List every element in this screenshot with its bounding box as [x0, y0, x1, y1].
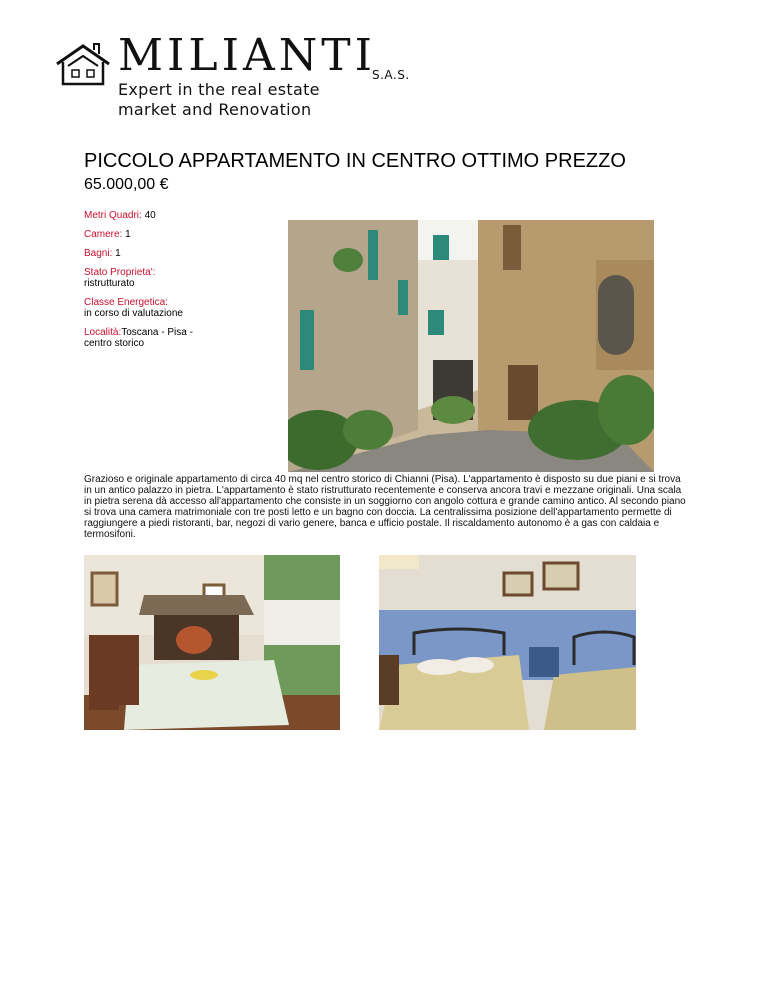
- spec-value: Toscana - Pisa - centro storico: [84, 327, 193, 349]
- listing-title: PICCOLO APPARTAMENTO IN CENTRO OTTIMO PREZZO: [84, 150, 626, 172]
- listing-price: 65.000,00 €: [84, 176, 169, 193]
- street-photo: [288, 220, 654, 472]
- spec-label: Camere:: [84, 229, 123, 240]
- spec-label: Stato Proprieta':: [84, 267, 156, 278]
- tagline-line-1: Expert in the real estate: [118, 80, 320, 99]
- spec-value: ristrutturato: [84, 278, 135, 289]
- spec-label: Località:: [84, 327, 122, 338]
- tagline-line-2: market and Renovation: [118, 100, 312, 119]
- house-icon: [54, 42, 112, 86]
- kitchen-photo: [84, 555, 340, 730]
- spec-area: [84, 210, 194, 221]
- listing-description: Grazioso e originale appartamento di circa 40 mq nel centro storico di Chianni (Pisa). L'appartamento è disposto su due piani e si trova in un antico palazzo in pietra. L'appartamento è stato ristrutturato recentemente e conserva ancora travi e mezzane originali. Una scala in pietra serena dà accesso all'appartamento che consiste in un soggiorno con angolo cottura e grande camino antico. Al secondo piano si trova una camera matrimoniale con tre posti letto e un bagno con doccia. La centralissima posizione dell'appartamento permette di raggiungere a piedi ristoranti, bar, negozi di vario genere, banca e ufficio postale. Il riscaldamento autonomo è a gas con caldaia e termosifoni.: [84, 474, 686, 540]
- spec-label: Classe Energetica:: [84, 297, 168, 308]
- spec-value: 1: [112, 248, 121, 259]
- spec-location: [84, 327, 194, 349]
- spec-bathrooms: [84, 248, 194, 259]
- spec-value: 40: [141, 210, 156, 221]
- spec-energy-class: [84, 297, 194, 319]
- logo-tagline: [118, 80, 320, 120]
- spec-list: [84, 210, 194, 357]
- spec-label: Bagni:: [84, 248, 113, 259]
- spec-label: Metri Quadri:: [84, 210, 142, 221]
- spec-value: in corso di valutazione: [84, 308, 183, 319]
- spec-rooms: [84, 229, 194, 240]
- spec-condition: [84, 267, 194, 289]
- company-logo: [54, 30, 434, 120]
- logo-name: MILIANTI: [118, 30, 377, 81]
- bedroom-photo: [379, 555, 636, 730]
- logo-suffix: S.A.S.: [372, 68, 410, 82]
- spec-value: 1: [122, 229, 131, 240]
